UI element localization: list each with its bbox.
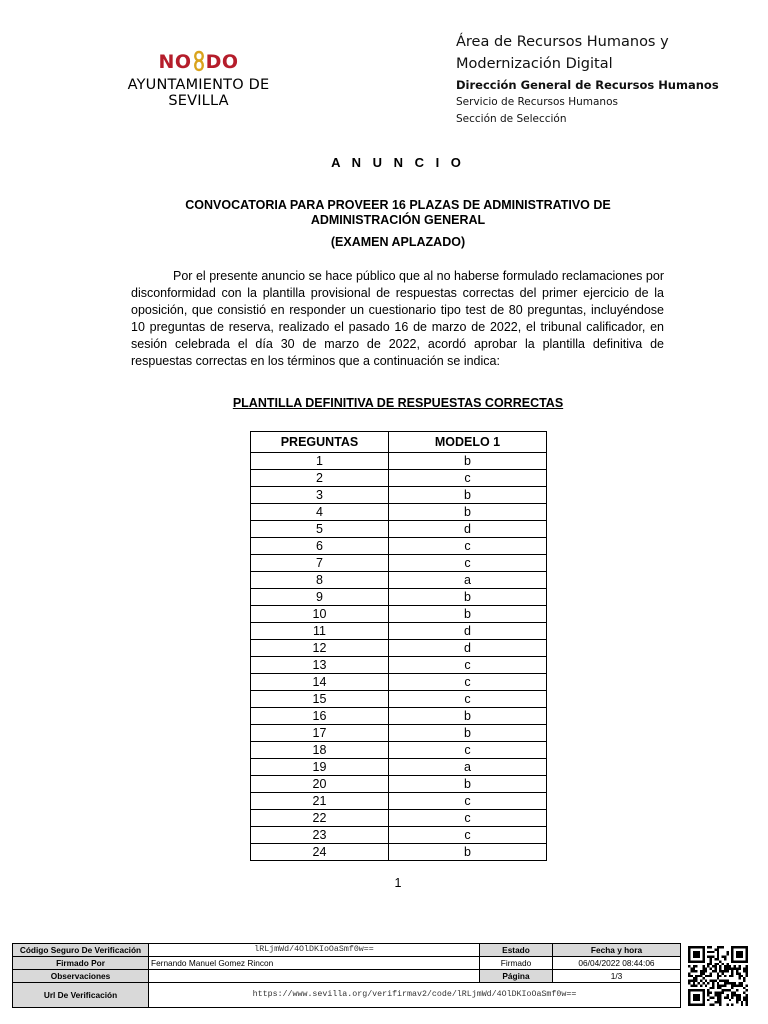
logo-nodo-right: DO	[205, 51, 239, 73]
verification-row	[13, 957, 681, 970]
table-row	[251, 606, 547, 623]
answer-value: d	[389, 623, 547, 640]
table-row	[251, 827, 547, 844]
logo-nodo-left: NO	[158, 51, 192, 73]
answer-value: b	[389, 504, 547, 521]
pagina-value: 1/3	[553, 970, 681, 983]
fecha-value: 06/04/2022 08:44:06	[553, 957, 681, 970]
table-row	[251, 742, 547, 759]
csv-value: lRLjmWd/4OlDKIoOaSmf0w==	[149, 944, 480, 957]
title-line1: CONVOCATORIA PARA PROVEER 16 PLAZAS DE ADMINISTRATIVO DE	[185, 198, 611, 212]
estado-label: Estado	[480, 944, 553, 957]
table-row	[251, 708, 547, 725]
answer-value: d	[389, 521, 547, 538]
question-number: 5	[251, 521, 389, 538]
question-number: 7	[251, 555, 389, 572]
firmado-por-value: Fernando Manuel Gomez Rincon	[149, 957, 480, 970]
header-area-line1: Área de Recursos Humanos y	[456, 34, 669, 50]
question-number: 21	[251, 793, 389, 810]
table-row	[251, 776, 547, 793]
question-number: 12	[251, 640, 389, 657]
answer-value: c	[389, 742, 547, 759]
question-number: 6	[251, 538, 389, 555]
fecha-label: Fecha y hora	[553, 944, 681, 957]
answer-value: c	[389, 674, 547, 691]
question-number: 22	[251, 810, 389, 827]
table-row	[251, 691, 547, 708]
question-number: 14	[251, 674, 389, 691]
table-row	[251, 470, 547, 487]
question-number: 10	[251, 606, 389, 623]
observaciones-label: Observaciones	[13, 970, 149, 983]
title-line2: ADMINISTRACIÓN GENERAL	[310, 213, 486, 227]
verification-row	[13, 944, 681, 957]
question-number: 18	[251, 742, 389, 759]
answer-value: c	[389, 691, 547, 708]
answer-value: d	[389, 640, 547, 657]
table-row	[251, 793, 547, 810]
header-servicio: Servicio de Recursos Humanos	[456, 96, 618, 108]
question-number: 19	[251, 759, 389, 776]
question-number: 23	[251, 827, 389, 844]
question-number: 13	[251, 657, 389, 674]
table-row	[251, 453, 547, 470]
header-seccion: Sección de Selección	[456, 113, 567, 125]
table-row	[251, 555, 547, 572]
table-row	[251, 623, 547, 640]
answer-value: c	[389, 555, 547, 572]
question-number: 4	[251, 504, 389, 521]
answer-value: b	[389, 844, 547, 861]
table-row	[251, 725, 547, 742]
answers-table	[250, 431, 547, 861]
question-number: 15	[251, 691, 389, 708]
question-number: 3	[251, 487, 389, 504]
answer-value: b	[389, 776, 547, 793]
question-number: 24	[251, 844, 389, 861]
answers-table-body	[251, 453, 547, 861]
url-label: Url De Verificación	[13, 983, 149, 1008]
url-value[interactable]: https://www.sevilla.org/verifirmav2/code/lRLjmWd/4OlDKIoOaSmf0w==	[149, 983, 681, 1008]
answers-table-header-row	[251, 432, 547, 453]
column-header-modelo: MODELO 1	[389, 432, 547, 453]
answer-value: a	[389, 759, 547, 776]
table-heading: PLANTILLA DEFINITIVA DE RESPUESTAS CORRECTAS	[232, 396, 564, 410]
header-area-line2: Modernización Digital	[456, 56, 613, 72]
qr-code-icon	[688, 946, 748, 1006]
logo-nodo	[96, 50, 301, 73]
table-row	[251, 589, 547, 606]
pagina-label: Página	[480, 970, 553, 983]
question-number: 20	[251, 776, 389, 793]
table-row	[251, 487, 547, 504]
answer-value: b	[389, 708, 547, 725]
answer-value: c	[389, 657, 547, 674]
answer-value: c	[389, 538, 547, 555]
answer-value: b	[389, 453, 547, 470]
subtitle: (EXAMEN APLAZADO)	[330, 235, 466, 249]
verification-table	[12, 943, 681, 1008]
madeja-icon	[192, 50, 206, 72]
answer-value: b	[389, 589, 547, 606]
table-row	[251, 810, 547, 827]
announcement-label: A N U N C I O	[331, 155, 465, 170]
table-row	[251, 572, 547, 589]
table-row	[251, 657, 547, 674]
table-row	[251, 538, 547, 555]
answer-value: a	[389, 572, 547, 589]
logo-city-name: AYUNTAMIENTO DE SEVILLA	[127, 77, 270, 109]
question-number: 1	[251, 453, 389, 470]
table-row	[251, 521, 547, 538]
header-direccion: Dirección General de Recursos Humanos	[456, 78, 719, 92]
table-row	[251, 759, 547, 776]
table-row	[251, 674, 547, 691]
question-number: 2	[251, 470, 389, 487]
question-number: 8	[251, 572, 389, 589]
question-number: 11	[251, 623, 389, 640]
column-header-preguntas: PREGUNTAS	[251, 432, 389, 453]
question-number: 9	[251, 589, 389, 606]
answer-value: c	[389, 470, 547, 487]
body-paragraph: Por el presente anuncio se hace público que al no haberse formulado reclamaciones por disconformidad con la plantilla provisional de respuestas correctas del primer ejercicio de la oposición, que consistió en responder un cuestionario tipo test de 80 preguntas, incluyéndose 10 preguntas de reserva, realizado el pasado 16 de marzo de 2022, el tribunal calificador, en sesión celebrada el día 30 de marzo de 2022, acordó aprobar la plantilla definitiva de respuestas correctas en los términos que a continuación se indica:	[131, 269, 664, 368]
answer-value: c	[389, 827, 547, 844]
estado-value: Firmado	[480, 957, 553, 970]
question-number: 16	[251, 708, 389, 725]
verification-row	[13, 983, 681, 1008]
question-number: 17	[251, 725, 389, 742]
answer-value: b	[389, 606, 547, 623]
table-row	[251, 640, 547, 657]
answer-value: c	[389, 793, 547, 810]
firmado-por-label: Firmado Por	[13, 957, 149, 970]
csv-label: Código Seguro De Verificación	[13, 944, 149, 957]
answer-value: b	[389, 487, 547, 504]
answer-value: b	[389, 725, 547, 742]
table-row	[251, 844, 547, 861]
table-row	[251, 504, 547, 521]
verification-row	[13, 970, 681, 983]
observaciones-value	[149, 970, 480, 983]
page-number: 1	[394, 876, 402, 890]
answer-value: c	[389, 810, 547, 827]
